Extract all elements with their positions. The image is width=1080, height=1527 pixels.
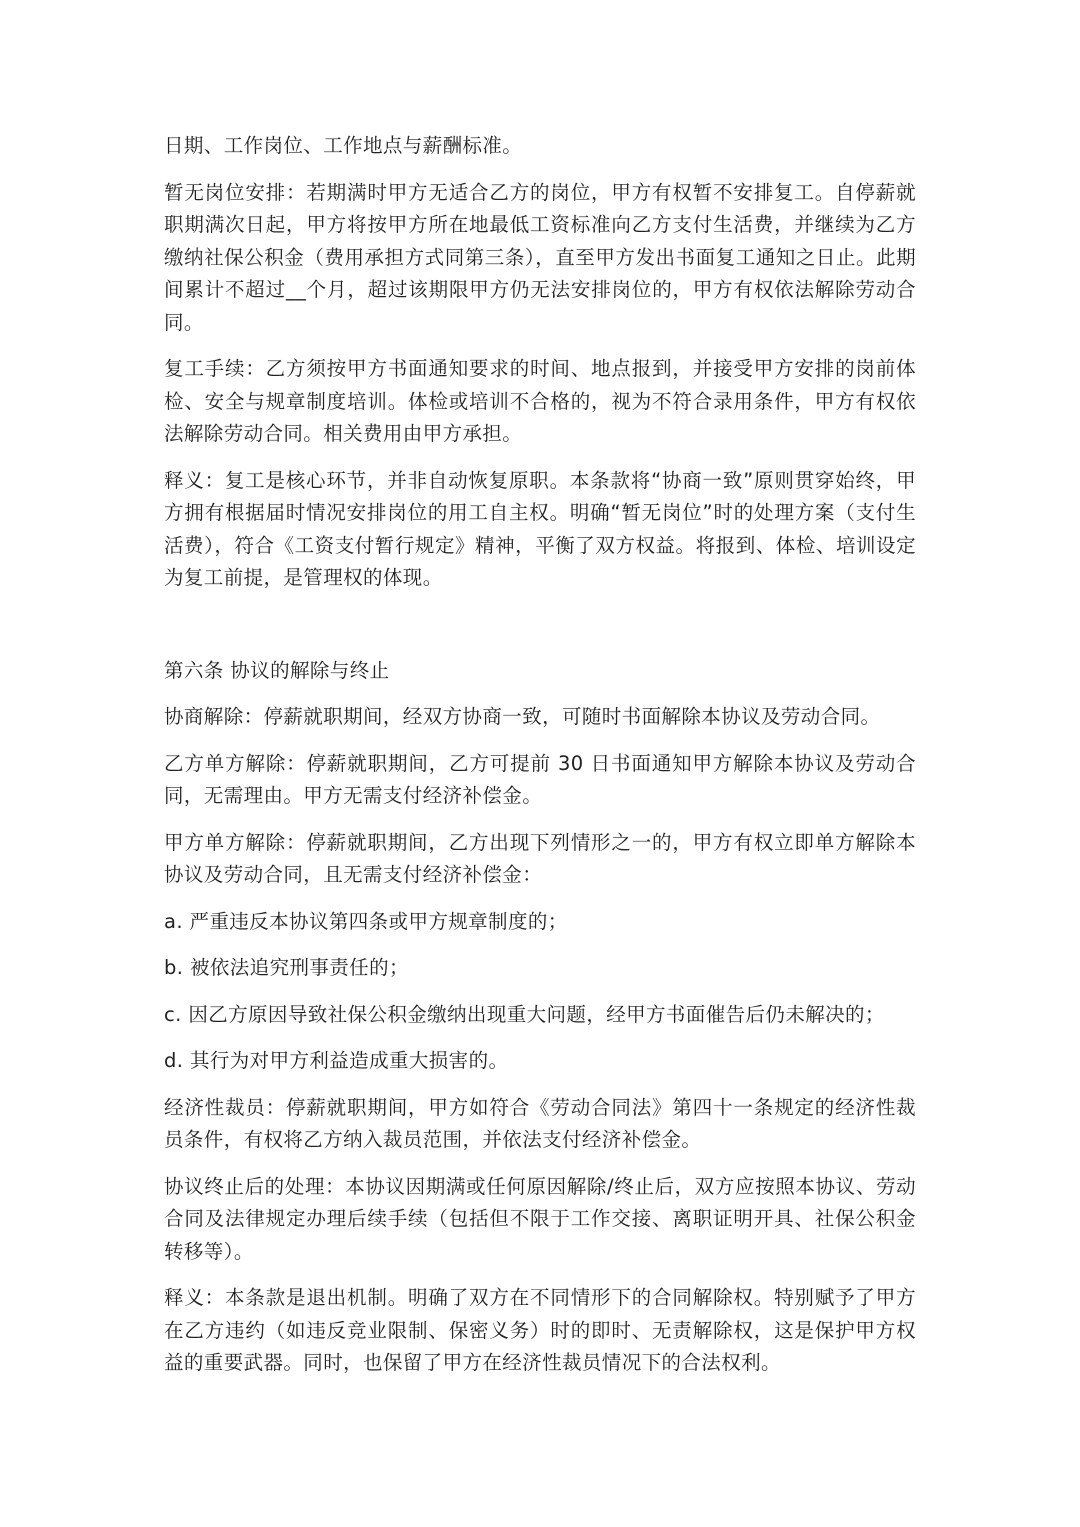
list-item-b: b. 被依法追究刑事责任的； <box>164 956 409 979</box>
paragraph-explanation-article6: 释义：本条款是退出机制。明确了双方在不同情形下的合同解除权。特别赋予了甲方在乙方违约（如违反竞业限制、保密义务）时的即时、无责解除权，这是保护甲方权益的重要武器。同时，也保留了甲方在经济性裁员情况下的合法权利。 <box>164 1286 916 1374</box>
paragraph-continuation: 日期、工作岗位、工作地点与薪酬标准。 <box>164 134 523 157</box>
paragraph-economic-layoff: 经济性裁员：停薪就职期间，甲方如符合《劳动合同法》第四十一条规定的经济性裁员条件，有权将乙方纳入裁员范围，并依法支付经济补偿金。 <box>164 1095 916 1151</box>
paragraph-employee-termination: 乙方单方解除：停薪就职期间，乙方可提前 30 日书面通知甲方解除本协议及劳动合同，无需理由。甲方无需支付经济补偿金。 <box>164 751 916 807</box>
section-spacer <box>164 609 916 655</box>
paragraph-post-termination: 协议终止后的处理：本协议因期满或任何原因解除/终止后，双方应按照本协议、劳动合同及法律规定办理后续手续（包括但不限于工作交接、离职证明开具、社保公积金转移等）。 <box>164 1174 916 1263</box>
list-item-d: d. 其行为对甲方利益造成重大损害的。 <box>164 1049 509 1072</box>
paragraph-mutual-termination: 协商解除：停薪就职期间，经双方协商一致，可随时书面解除本协议及劳动合同。 <box>164 705 881 728</box>
paragraph-employer-termination: 甲方单方解除：停薪就职期间，乙方出现下列情形之一的，甲方有权立即单方解除本协议及劳动合同，且无需支付经济补偿金： <box>164 830 916 886</box>
article6-heading: 第六条 协议的解除与终止 <box>164 658 390 682</box>
list-item-a: a. 严重违反本协议第四条或甲方规章制度的； <box>164 909 568 933</box>
paragraph-return-procedure: 复工手续：乙方须按甲方书面通知要求的时间、地点报到，并接受甲方安排的岗前体检、安全与规章制度培训。体检或培训不合格的，视为不符合录用条件，甲方有权依法解除劳动合同。相关费用由甲方承担。 <box>164 357 916 445</box>
list-item-c: c. 因乙方原因导致社保公积金缴纳出现重大问题，经甲方书面催告后仍未解决的； <box>164 1002 885 1026</box>
document-page <box>164 130 916 1394</box>
paragraph-no-position: 暂无岗位安排：若期满时甲方无适合乙方的岗位，甲方有权暂不安排复工。自停薪就职期满次日起，甲方将按甲方所在地最低工资标准向乙方支付生活费，并继续为乙方缴纳社保公积金（费用承担方式同第三条），直至甲方发出书面复工通知之日止。此期间累计不超过__个月，超过该期限甲方仍无法安排岗位的，甲方有权依法解除劳动合同。 <box>164 180 916 334</box>
paragraph-explanation-article5: 释义：复工是核心环节，并非自动恢复原职。本条款将“协商一致”原则贯穿始终，甲方拥有根据届时情况安排岗位的用工自主权。明确“暂无岗位”时的处理方案（支付生活费），符合《工资支付暂行规定》精神，平衡了双方权益。将报到、体检、培训设定为复工前提，是管理权的体现。 <box>164 468 916 589</box>
